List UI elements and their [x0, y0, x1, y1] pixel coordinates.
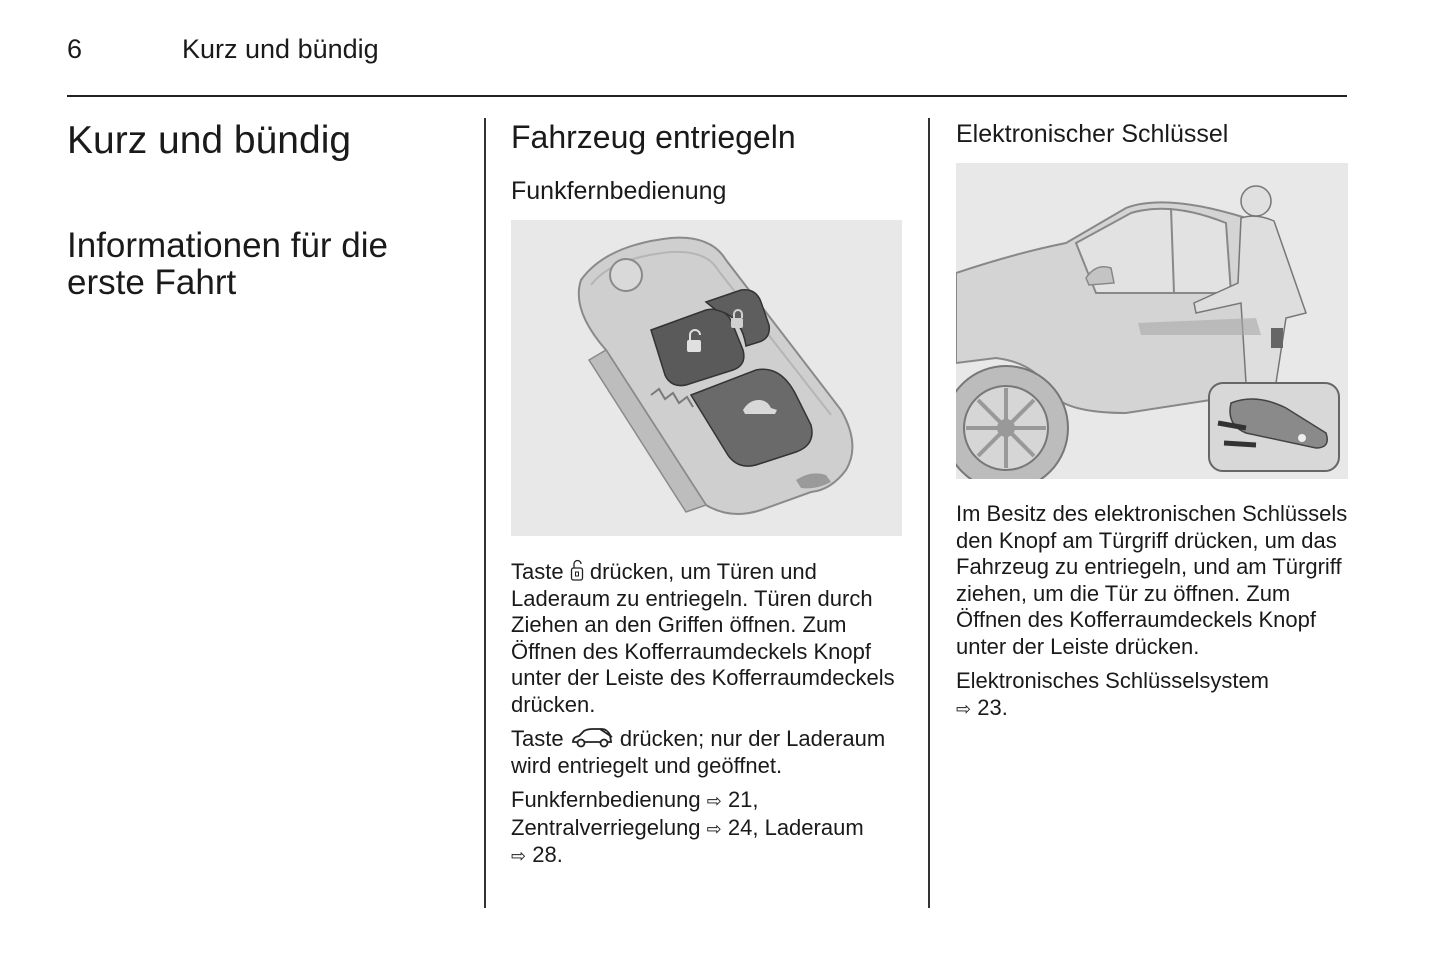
chapter-title: Kurz und bündig: [67, 119, 352, 162]
column-1: [67, 112, 467, 302]
section-title-line1: Informationen für die: [67, 225, 389, 265]
paragraph-references: [511, 787, 906, 870]
ref-arrow-icon: ⇨: [706, 791, 722, 812]
paragraph-electronic-ref: [956, 668, 1348, 722]
column-2: [511, 112, 906, 870]
para1-pre: Taste: [511, 559, 564, 585]
ref-page-23[interactable]: 23.: [977, 694, 1008, 720]
ref-arrow-icon: ⇨: [511, 846, 527, 867]
car-door-drawing: [956, 163, 1348, 479]
ref-text-remote: Funkfernbedienung: [511, 787, 701, 813]
ref-text-keysystem: Elektronisches Schlüsselsystem: [956, 668, 1270, 693]
heading-unlock-vehicle: Fahrzeug entriegeln: [511, 119, 796, 155]
paragraph-trunk: [511, 726, 906, 779]
para2-pre: Taste: [511, 726, 564, 752]
page-number: 6: [67, 34, 83, 64]
paragraph-electronic-key: Im Besitz des elektronischen Schlüssels den Knopf am Türgriff drücken, um das Fahrzeug zu entriegeln, und am Türgriff ziehen, um die Tür zu öffnen. Zum Öffnen des Kofferraumdeckels Knopf unter der Leiste drücken.: [956, 501, 1348, 659]
para1-post: drücken, um Türen und Laderaum zu entriegeln. Türen durch Ziehen an den Griffen öffnen. Zum Öffnen des Kofferraumdeckels Knopf unter der Leiste des Kofferraumdeckels drücken.: [511, 559, 895, 717]
ref-page-28[interactable]: 28.: [532, 842, 563, 868]
electronic-key-illustration: [956, 163, 1348, 479]
header-rule: [67, 95, 1347, 97]
car-trunk-icon: [570, 727, 614, 749]
para2-post: drücken; nur der Laderaum wird entriegelt und geöffnet.: [511, 726, 886, 778]
column-3: [956, 112, 1348, 722]
remote-key-illustration: [511, 220, 902, 536]
remote-key-drawing: [511, 220, 902, 536]
unlock-icon: [570, 558, 584, 582]
section-title-line2: erste Fahrt: [67, 263, 237, 303]
section-title: [67, 227, 467, 302]
page-header: [67, 34, 1347, 74]
ref-page-24[interactable]: 24, Laderaum: [727, 814, 864, 840]
paragraph-unlock: [511, 558, 906, 718]
column-divider-2: [928, 118, 930, 908]
subheading-remote-control: Funkfernbedienung: [511, 177, 727, 206]
column-divider-1: [484, 118, 486, 908]
heading-electronic-key: Elektronischer Schlüssel: [956, 120, 1229, 148]
ref-page-21[interactable]: 21, Zentralverriegelung: [511, 787, 759, 840]
ref-arrow-icon: ⇨: [706, 818, 722, 839]
ref-arrow-icon: ⇨: [956, 698, 972, 719]
running-title: Kurz und bündig: [182, 34, 379, 64]
